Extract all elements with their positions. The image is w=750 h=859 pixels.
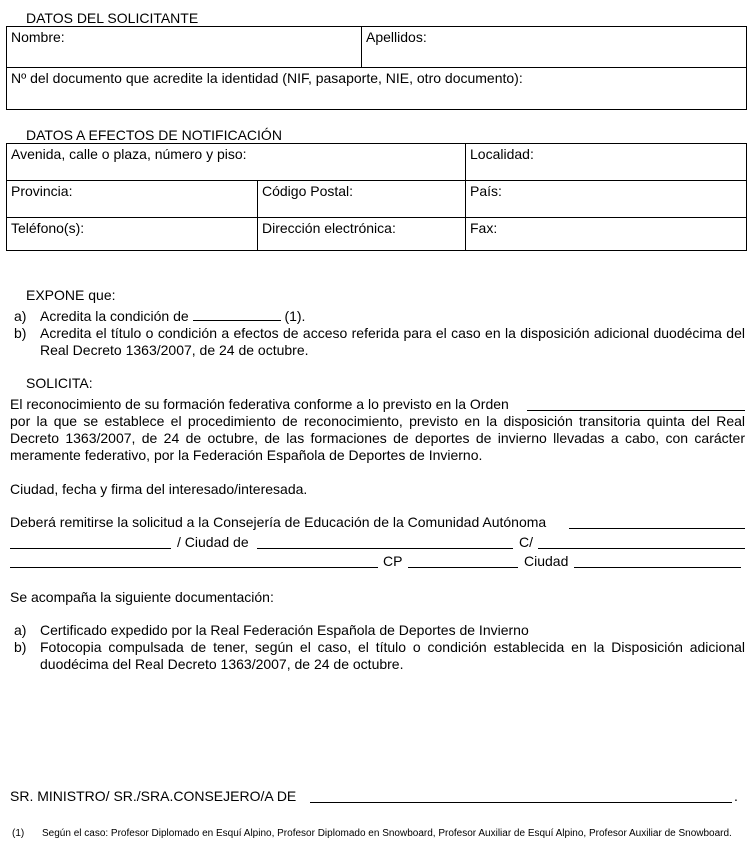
ciudad-blank[interactable]: [574, 567, 741, 568]
expone-heading: EXPONE que:: [26, 287, 116, 303]
documento-field[interactable]: [7, 68, 746, 109]
destinatario-blank[interactable]: [310, 802, 732, 803]
solicita-p1-rest: por la que se establece el procedimiento de reconocimiento, previsto en la disposición transitoria quinta del Real Decreto 1363/2007, de 24 de octubre, de las formaciones de deportes de invierno llevadas a cabo, con carácter meramente federativo, por la Federación Española de Deportes de Invierno.: [10, 413, 745, 463]
localidad-label: Localidad:: [470, 146, 534, 162]
section-heading-notificacion: DATOS A EFECTOS DE NOTIFICACIÓN: [26, 127, 282, 143]
firma-text: Ciudad, fecha y firma del interesado/interesada.: [10, 481, 308, 497]
cp-blank[interactable]: [408, 567, 518, 568]
solicita-p1-pre: El reconocimiento de su formación federativa conforme a lo previsto en la Orden: [10, 396, 509, 412]
email-label: Dirección electrónica:: [262, 220, 396, 236]
direccion-field[interactable]: [7, 144, 465, 180]
remision-line1: Deberá remitirse la solicitud a la Consejería de Educación de la Comunidad Autónoma: [10, 514, 547, 530]
provincia-field[interactable]: [7, 181, 257, 217]
nombre-label: Nombre:: [11, 29, 65, 45]
direccion-label: Avenida, calle o plaza, número y piso:: [11, 146, 247, 162]
footnote-text: Según el caso: Profesor Diplomado en Esquí Alpino, Profesor Diplomado en Snowboard, Profesor Auxiliar de Esquí Alpino, Profesor Auxiliar de Snowboard.: [42, 828, 732, 839]
codigo-postal-label: Código Postal:: [262, 183, 354, 199]
section-heading-solicitante: DATOS DEL SOLICITANTE: [26, 10, 199, 26]
orden-blank[interactable]: [527, 410, 745, 411]
expone-a-post: (1).: [284, 308, 306, 324]
destinatario-text: SR. MINISTRO/ SR./SRA.CONSEJERO/A DE: [10, 788, 297, 804]
nombre-field[interactable]: [7, 27, 361, 67]
telefono-field[interactable]: [7, 218, 257, 250]
footnote-label: (1): [12, 828, 25, 839]
doc-b-text: Fotocopia compulsada de tener, según el caso, el título o condición establecida en la Disposición adicional duodécima del Real Decreto 1363/2007, de 24 de octubre.: [40, 639, 745, 672]
notificacion-table: [6, 143, 747, 251]
expone-a-pre: Acredita la condición de: [40, 308, 189, 324]
destinatario-end: .: [734, 788, 738, 804]
solicitante-table: [6, 26, 747, 110]
email-field[interactable]: [258, 218, 465, 250]
ciudad-de-label: / Ciudad de: [177, 534, 249, 550]
consejeria-blank[interactable]: [10, 548, 171, 549]
provincia-label: Provincia:: [11, 183, 73, 199]
solicita-heading: SOLICITA:: [26, 375, 93, 391]
fax-field[interactable]: [466, 218, 746, 250]
expone-a-label: a): [14, 308, 27, 324]
telefono-label: Teléfono(s):: [11, 220, 85, 236]
expone-a-text: [40, 308, 305, 325]
doc-a-label: a): [14, 622, 27, 638]
documentacion-intro: Se acompaña la siguiente documentación:: [10, 589, 274, 605]
expone-b-text: Acredita el título o condición a efectos de acceso referida para el caso en la disposición adicional duodécima del Real Decreto 1363/2007, de 24 de octubre.: [40, 325, 745, 358]
pais-label: País:: [470, 183, 502, 199]
apellidos-field[interactable]: [362, 27, 746, 67]
cp-label: CP: [383, 553, 403, 569]
doc-b-label: b): [14, 639, 27, 655]
expone-b-label: b): [14, 325, 27, 341]
doc-a-text: Certificado expedido por la Real Federación Española de Deportes de Invierno: [40, 622, 529, 638]
documento-label: Nº del documento que acredite la identidad (NIF, pasaporte, NIE, otro documento):: [11, 70, 523, 86]
comunidad-blank[interactable]: [569, 528, 745, 529]
direccion-blank[interactable]: [10, 567, 378, 568]
ciudad-label: Ciudad: [524, 553, 569, 569]
ciudad-de-blank[interactable]: [257, 548, 513, 549]
calle-blank[interactable]: [538, 548, 745, 549]
pais-field[interactable]: [466, 181, 746, 217]
apellidos-label: Apellidos:: [366, 29, 427, 45]
fax-label: Fax:: [470, 220, 498, 236]
codigo-postal-field[interactable]: [258, 181, 465, 217]
condicion-blank[interactable]: [193, 319, 281, 321]
calle-label: C/: [519, 534, 533, 550]
localidad-field[interactable]: [466, 144, 746, 180]
